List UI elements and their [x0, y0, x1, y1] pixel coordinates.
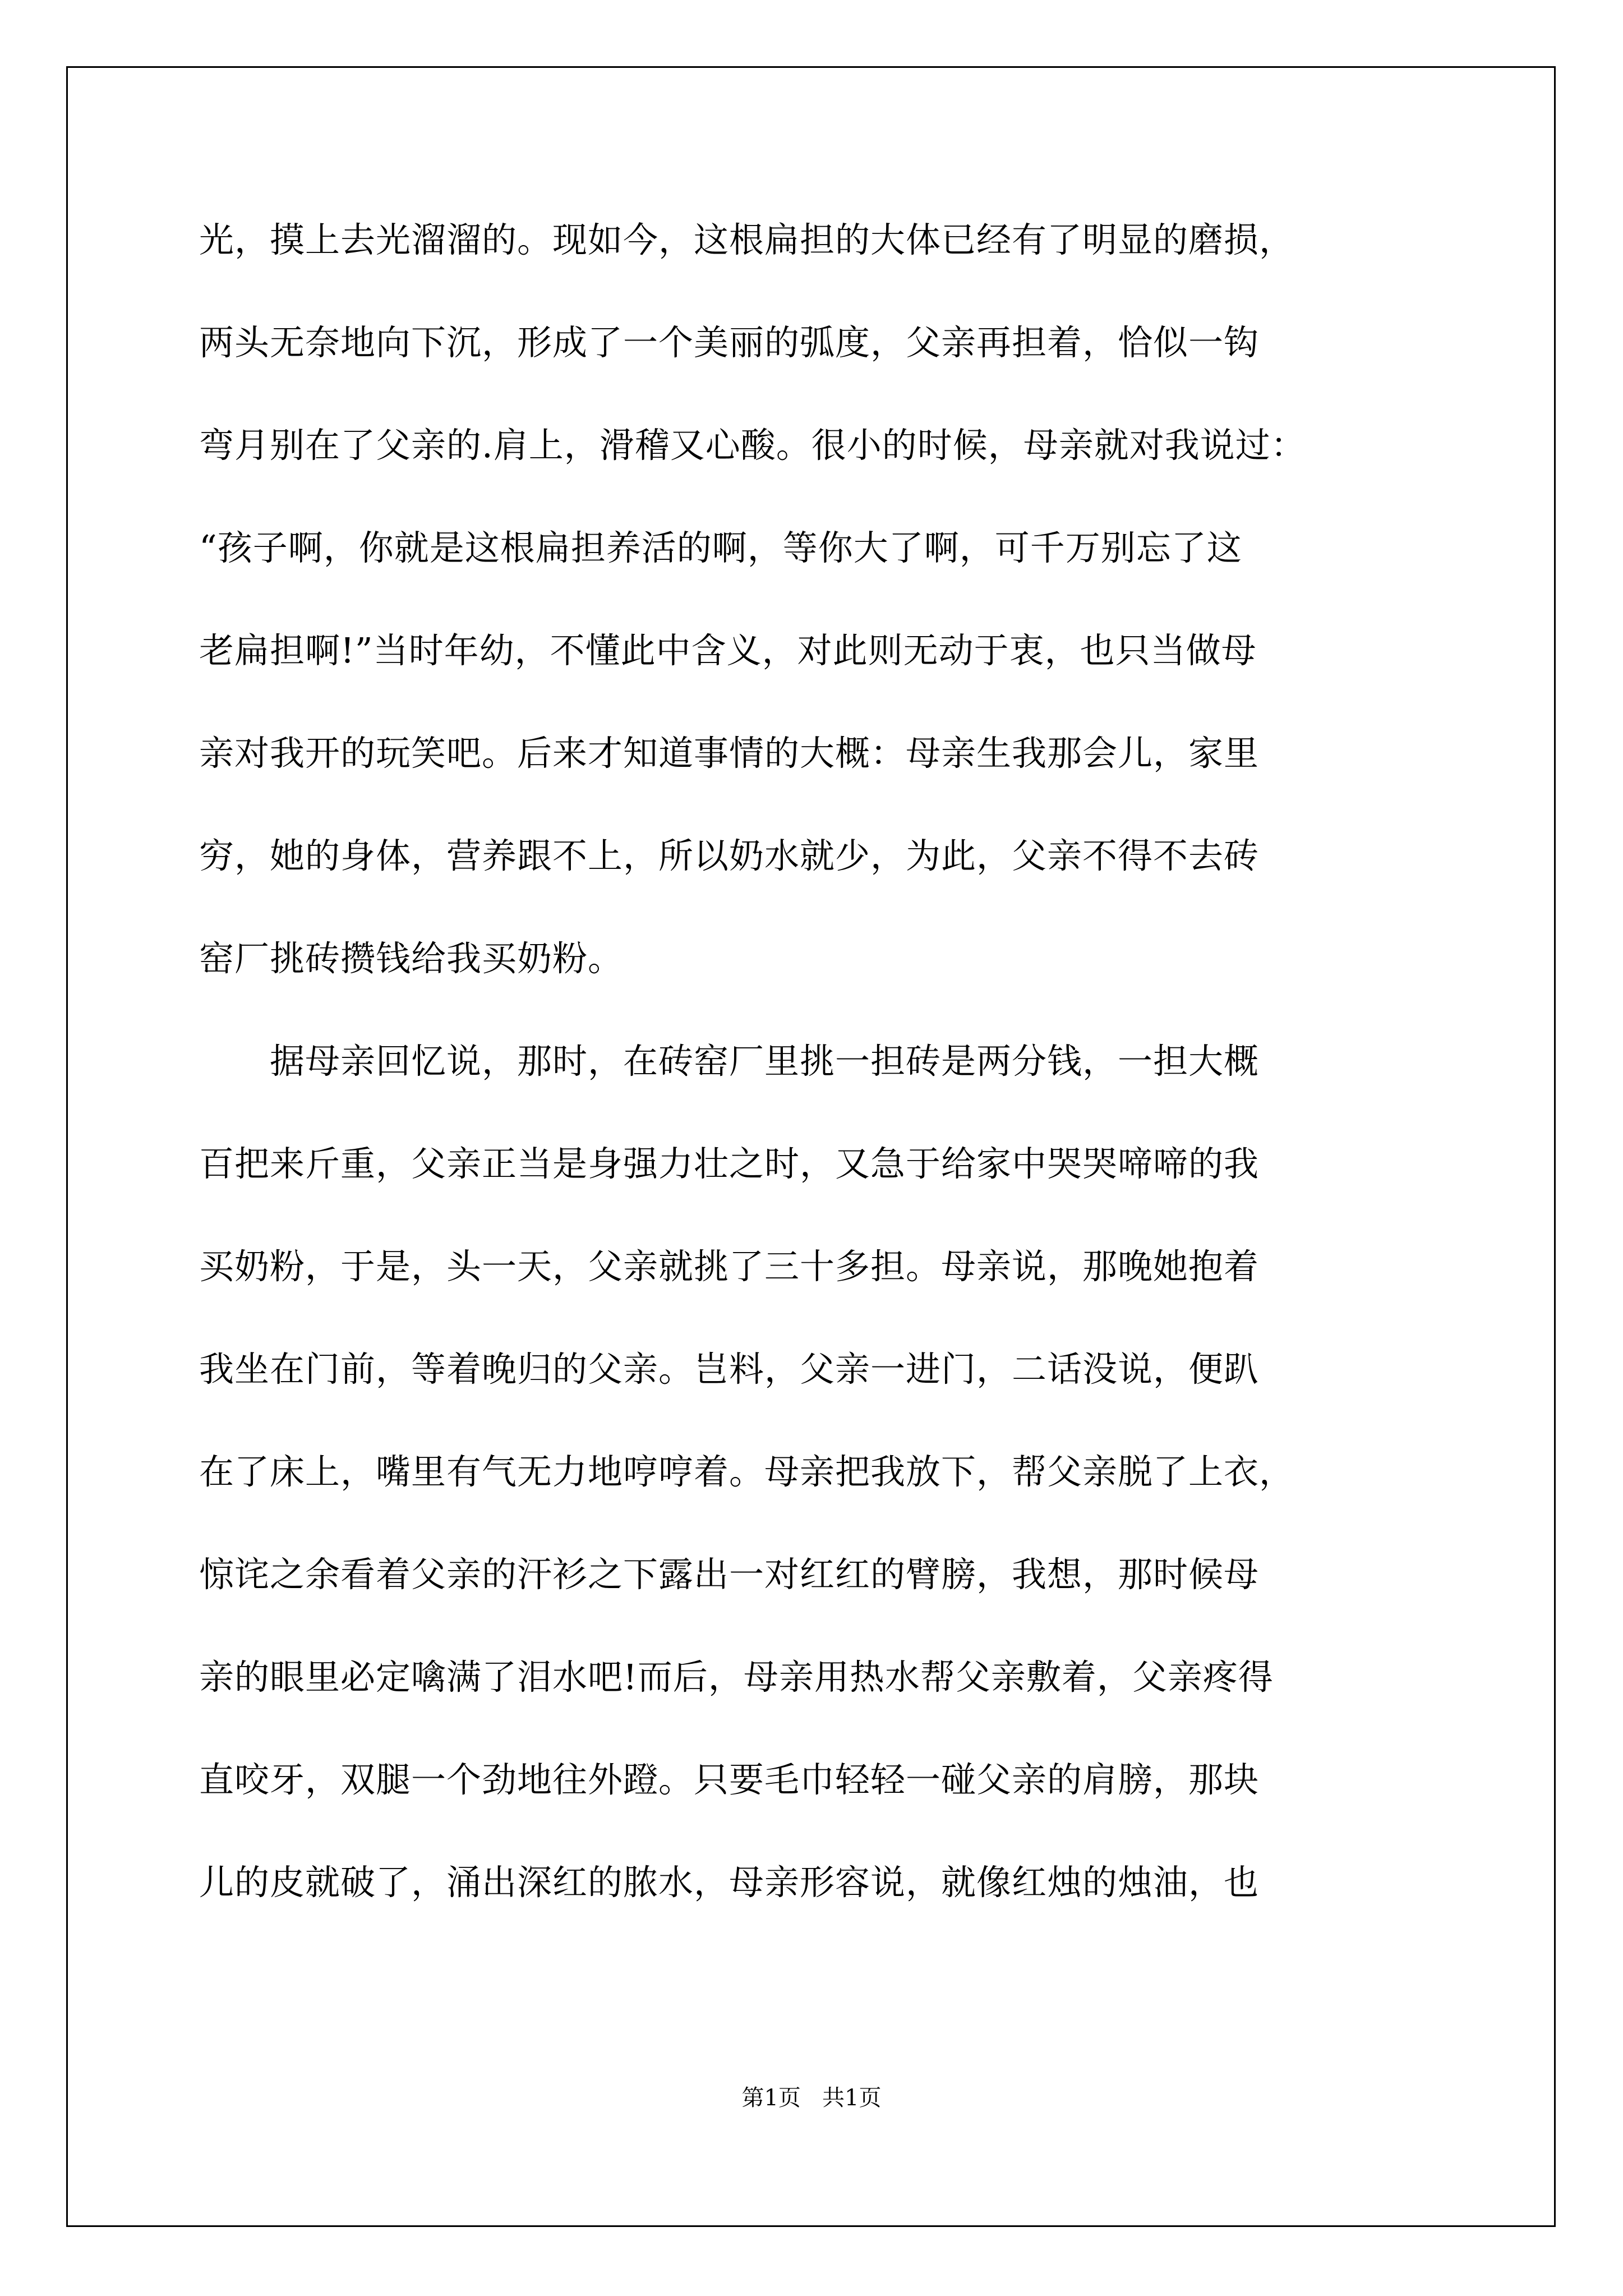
- text-line: 百把来斤重，父亲正当是身强力壮之时，又急于给家中哭哭啼啼的我: [199, 1143, 1260, 1184]
- text-line: 我坐在门前，等着晚归的父亲。岂料，父亲一进门，二话没说，便趴: [199, 1349, 1260, 1389]
- text-line: “孩子啊，你就是这根扁担养活的啊，等你大了啊，可千万别忘了这: [199, 527, 1242, 568]
- text-line: 据母亲回忆说，那时，在砖窑厂里挑一担砖是两分钱，一担大概: [199, 1041, 1260, 1082]
- text-line: 光，摸上去光溜溜的。现如今，这根扁担的大体已经有了明显的磨损，: [199, 219, 1295, 260]
- text-line: 儿的皮就破了，涌出深红的脓水，母亲形容说，就像红烛的烛油，也: [199, 1862, 1260, 1903]
- text-line: 亲对我开的玩笑吧。后来才知道事情的大概：母亲生我那会儿，家里: [199, 733, 1260, 774]
- text-line: 弯月别在了父亲的.肩上，滑稽又心酸。很小的时候，母亲就对我说过：: [199, 425, 1306, 466]
- text-line: 老扁担啊!”当时年幼，不懂此中含义，对此则无动于衷，也只当做母: [199, 630, 1257, 671]
- text-line: 穷，她的身体，营养跟不上，所以奶水就少，为此，父亲不得不去砖: [199, 835, 1260, 876]
- text-line: 惊诧之余看着父亲的汗衫之下露出一对红红的臂膀，我想，那时候母: [199, 1554, 1260, 1595]
- text-line: 两头无奈地向下沉，形成了一个美丽的弧度，父亲再担着，恰似一钩: [199, 322, 1260, 363]
- document-body: [199, 214, 1433, 1959]
- text-line: 亲的眼里必定噙满了泪水吧!而后，母亲用热水帮父亲敷着，父亲疼得: [199, 1657, 1274, 1697]
- text-line: 在了床上，嘴里有气无力地哼哼着。母亲把我放下，帮父亲脱了上衣，: [199, 1451, 1295, 1492]
- text-line: 买奶粉，于是，头一天，父亲就挑了三十多担。母亲说，那晚她抱着: [199, 1246, 1260, 1287]
- text-line: 直咬牙，双腿一个劲地往外蹬。只要毛巾轻轻一碰父亲的肩膀，那块: [199, 1759, 1260, 1800]
- page-number-footer: 第1页 共1页: [741, 2085, 882, 2111]
- text-line: 窑厂挑砖攒钱给我买奶粉。: [199, 938, 624, 979]
